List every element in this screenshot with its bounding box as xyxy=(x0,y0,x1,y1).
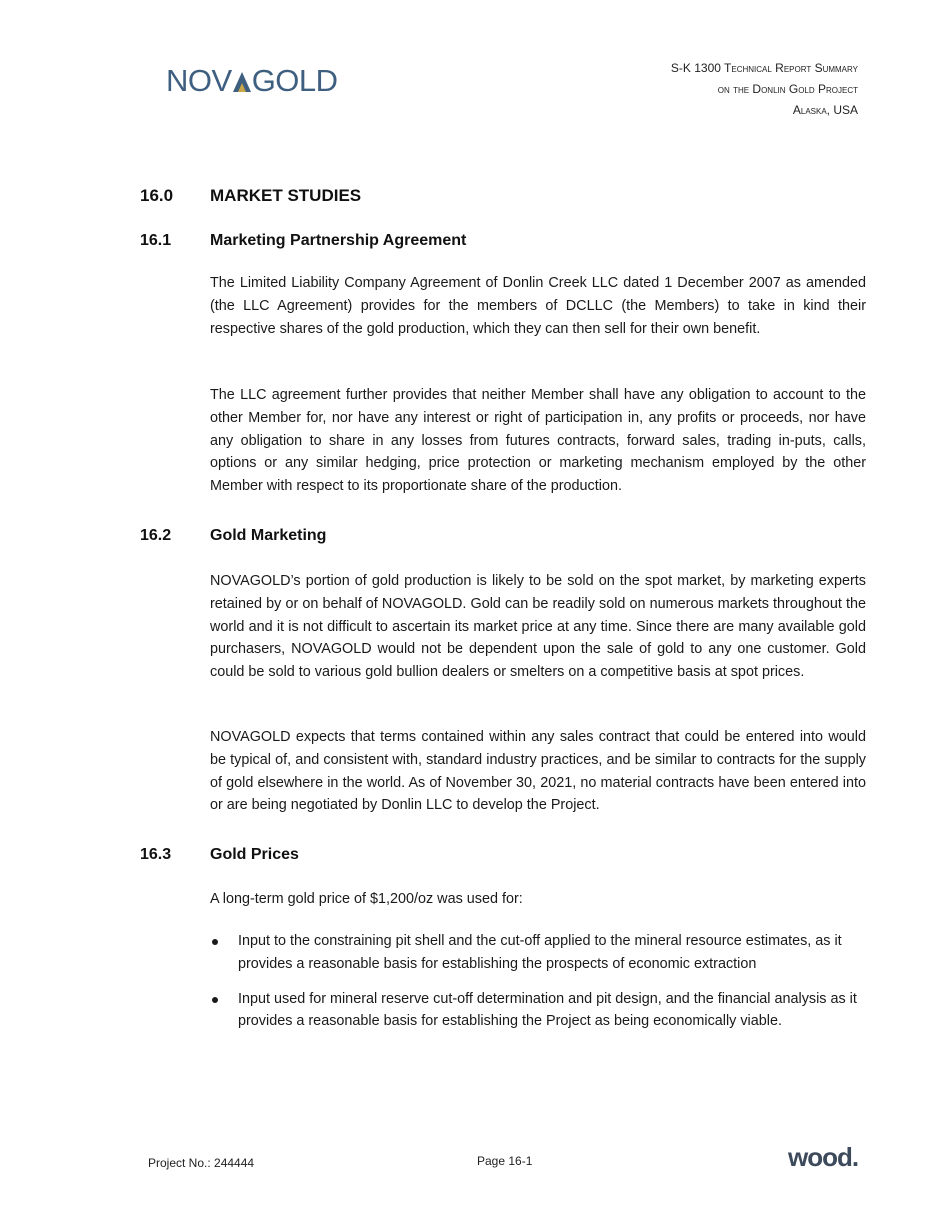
paragraph: NOVAGOLD expects that terms contained within any sales contract that could be entered into would be typical of, and consistent with, standard industry practices, and be similar to contracts for the supply of gold elsewhere in the world. As of November 30, 2021, no material contracts have been entered into or are being negotiated by Donlin LLC to develop the Project. xyxy=(210,729,866,814)
list-item xyxy=(210,930,866,976)
subsection-number: 16.3 xyxy=(140,846,172,863)
bullet-list xyxy=(210,930,866,1045)
logo-triangle-icon xyxy=(232,66,252,88)
subsection-title: Marketing Partnership Agreement xyxy=(210,232,467,249)
project-number: Project No.: 244444 xyxy=(148,1156,255,1170)
logo-text-gold: GOLD xyxy=(251,63,338,98)
wood-logo: wood. xyxy=(788,1142,859,1172)
report-title-block xyxy=(671,58,858,121)
subsection-number: 16.1 xyxy=(140,232,172,249)
paragraph: The LLC agreement further provides that neither Member shall have any obligation to account to the other Member for, nor have any interest or right of participation in, any profits or proceeds, nor have any obligation to share in any losses from futures contracts, forward sales, trading in-puts, calls, options or any similar hedging, price protection or marketing mechanism employed by the other Member with respect to its proportionate share of the production. xyxy=(210,387,866,495)
report-title-line1: S-K 1300 Technical Report Summary xyxy=(670,61,858,75)
subsection-heading xyxy=(140,527,326,545)
subsection-title: Gold Prices xyxy=(210,846,299,863)
subsection-heading xyxy=(140,846,299,864)
bullet-icon xyxy=(212,939,218,945)
logo-text-nov: NOV xyxy=(166,63,232,98)
report-title-line2: on the Donlin Gold Project xyxy=(717,82,858,96)
section-number: 16.0 xyxy=(140,186,174,205)
page-number: Page 16-1 xyxy=(477,1154,533,1168)
paragraph: NOVAGOLD’s portion of gold production is likely to be sold on the spot market, by marketing experts retained by or on behalf of NOVAGOLD. Gold can be readily sold on numerous markets throughout the world and it is not difficult to ascertain its market price at any time. Since there are many available gold purchasers, NOVAGOLD would not be dependent upon the sale of gold to any one customer. Gold could be sold to various gold bullion dealers or smelters on a competitive basis at spot prices. xyxy=(210,573,866,681)
section-heading xyxy=(140,186,361,206)
logo-wordmark xyxy=(166,64,338,98)
subsection-heading xyxy=(140,232,466,250)
list-item-text: Input used for mineral reserve cut-off determination and pit design, and the financial analysis as it provides a reasonable basis for establishing the Project as being economically viable. xyxy=(238,990,857,1030)
list-item-text: Input to the constraining pit shell and the cut-off applied to the mineral resource estimates, as it provides a reasonable basis for establishing the prospects of economic extraction xyxy=(238,933,842,972)
subsection-title: Gold Marketing xyxy=(210,527,327,544)
novagold-logo xyxy=(166,64,338,98)
paragraph: A long-term gold price of $1,200/oz was used for: xyxy=(210,891,523,907)
section-title: MARKET STUDIES xyxy=(210,186,362,205)
report-title-line3: Alaska, USA xyxy=(792,103,858,117)
bullet-icon xyxy=(212,997,218,1003)
list-item xyxy=(210,988,866,1034)
paragraph: The Limited Liability Company Agreement of Donlin Creek LLC dated 1 December 2007 as amended (the LLC Agreement) provides for the members of DCLLC (the Members) to take in kind their respective shares of the gold production, which they can then sell for their own benefit. xyxy=(210,275,866,337)
subsection-number: 16.2 xyxy=(140,527,172,544)
